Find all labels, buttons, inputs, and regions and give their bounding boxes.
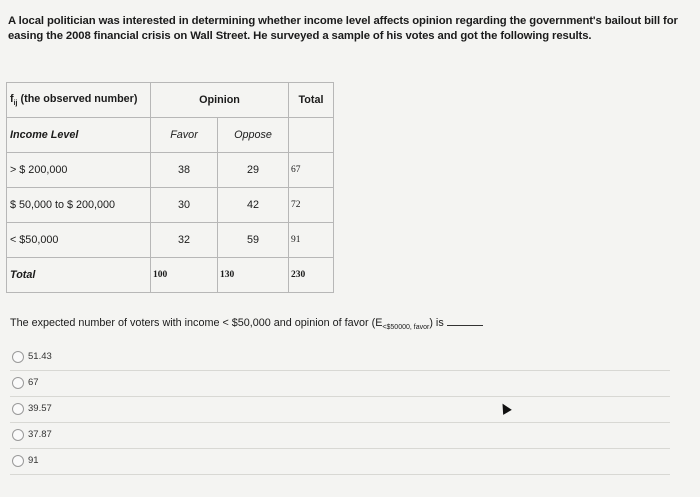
answer-option[interactable] [10,398,670,423]
radio-button[interactable] [12,455,24,467]
oppose-header: Oppose [218,118,289,153]
total-row-label: Total [7,258,151,293]
oppose-total-cell: 130 [218,258,289,293]
radio-button[interactable] [12,351,24,363]
expected-value-prompt: The expected number of voters with income < $50,000 and opinion of favor $(E_{<\$50000, favor})$ is [10,317,483,331]
table-row [7,153,334,188]
table-row [7,223,334,258]
answer-option[interactable] [10,450,670,475]
row-label: $ 50,000 to $ 200,000 [7,188,151,223]
favor-cell: 38 [151,153,218,188]
favor-header: Favor [151,118,218,153]
oppose-cell: 59 [218,223,289,258]
answer-option[interactable] [10,372,670,397]
radio-button[interactable] [12,429,24,441]
table-row [7,258,334,293]
row-total-cell: 67 [289,153,334,188]
opinion-header: Opinion [151,83,289,118]
favor-cell: 32 [151,223,218,258]
radio-button[interactable] [12,403,24,415]
option-label: 37.87 [28,429,52,440]
radio-button[interactable] [12,377,24,389]
grand-total-cell: 230 [289,258,334,293]
favor-total-cell: 100 [151,258,218,293]
empty-cell [289,118,334,153]
option-label: 67 [28,377,39,388]
favor-cell: 30 [151,188,218,223]
table-row [7,118,334,153]
row-label: < $50,000 [7,223,151,258]
option-label: 91 [28,455,39,466]
oppose-cell: 29 [218,153,289,188]
answer-option[interactable] [10,424,670,449]
table-row [7,83,334,118]
row-label: > $ 200,000 [7,153,151,188]
answer-blank [447,325,483,326]
option-label: 39.57 [28,403,52,414]
option-label: 51.43 [28,351,52,362]
row-total-cell: 72 [289,188,334,223]
total-header: Total [289,83,334,118]
table-corner-label: $f_{ij}$ (the observed number) [7,83,151,118]
contingency-table [6,82,334,293]
answer-option[interactable] [10,346,670,371]
income-level-header: Income Level [7,118,151,153]
table-row [7,188,334,223]
oppose-cell: 42 [218,188,289,223]
question-text: A local politician was interested in determining whether income level affects opinion regarding the government's bailout bill for easing the 2008 financial crisis on Wall Street. He surveyed a sample of his votes and got the following results. [8,15,678,42]
row-total-cell: 91 [289,223,334,258]
